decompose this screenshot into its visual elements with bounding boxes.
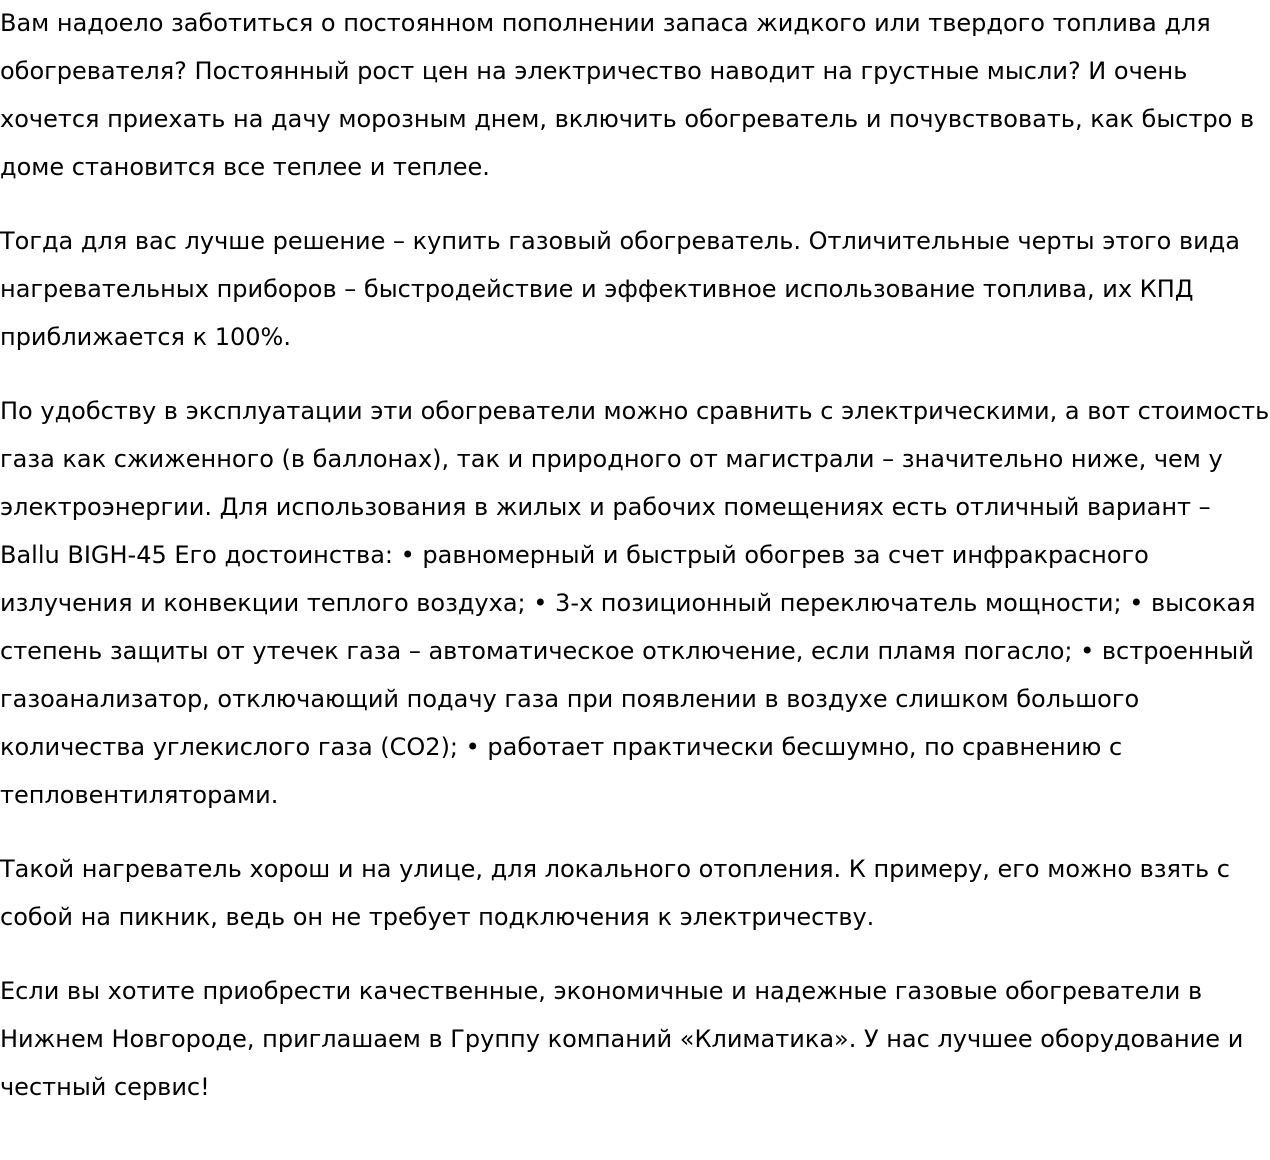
paragraph-intro: Вам надоело заботиться о постоянном пополнении запаса жидкого или твердого топлива для обогревателя? Постоянный рост цен на электричество наводит на грустные мысли? И очень хочется приехать на дачу морозным днем, включить обогреватель и почувствовать, как быстро в доме становится все теплее и теплее.: [0, 9, 1255, 181]
paragraph-outdoor-use: Такой нагреватель хорош и на улице, для локального отопления. К примеру, его можно взять с собой на пикник, ведь он не требует подключения к электричеству.: [0, 855, 1230, 931]
paragraph-call-to-action: Если вы хотите приобрести качественные, экономичные и надежные газовые обогреватели в Нижнем Новгороде, приглашаем в Группу компаний «Климатика». У нас лучшее оборудование и честный сервис!: [0, 977, 1244, 1101]
paragraph-ballu-advantages: По удобству в эксплуатации эти обогреватели можно сравнить с электрическими, а вот стоимость газа как сжиженного (в баллонах), так и природного от магистрали – значительно ниже, чем у электроэнергии. Для использования в жилых и рабочих помещениях есть отличный вариант – Ballu BIGH-45 Его достоинства: • равномерный и быстрый обогрев за счет инфракрасного излучения и конвекции теплого воздуха; • 3-х позиционный переключатель мощности; • высокая степень защиты от утечек газа – автоматическое отключение, если пламя погасло; • встроенный газоанализатор, отключающий подачу газа при появлении в воздухе слишком большого количества углекислого газа (CO2); • работает практически бесшумно, по сравнению с тепловентиляторами.: [0, 397, 1270, 809]
paragraph-gas-heater-solution: Тогда для вас лучше решение – купить газовый обогреватель. Отличительные черты этого вида нагревательных приборов – быстродействие и эффективное использование топлива, их КПД приближается к 100%.: [0, 227, 1241, 351]
